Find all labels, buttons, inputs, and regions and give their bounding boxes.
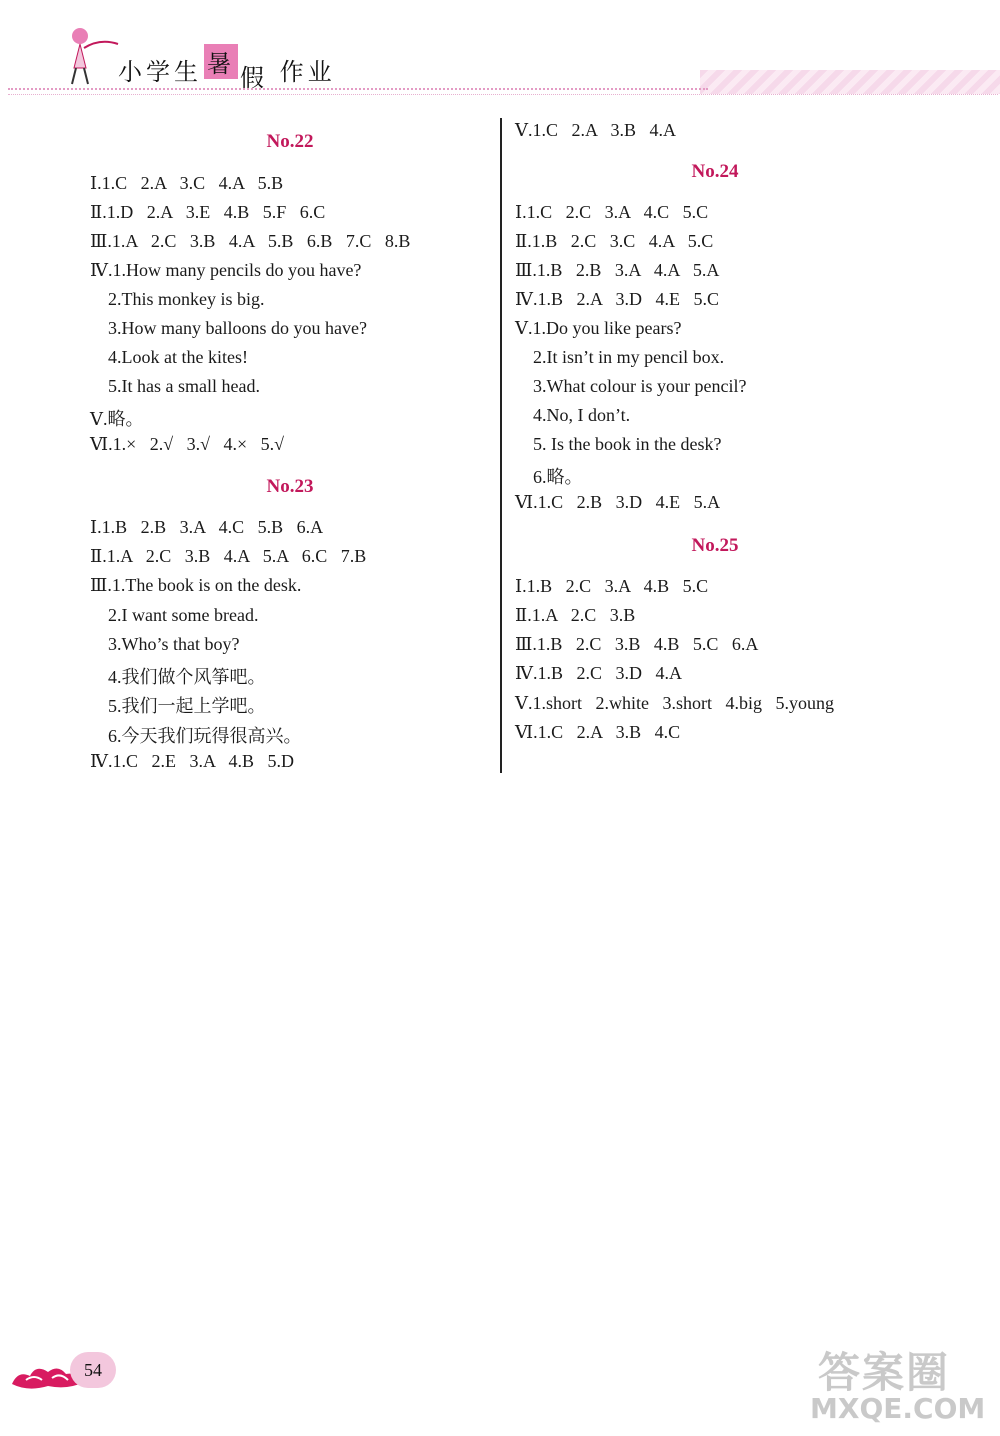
answer-line: 4.No, I don’t.	[515, 405, 631, 425]
section-title-no25: No.25	[691, 535, 739, 556]
answer-line: Ⅲ.1.B 2.C 3.B 4.B 5.C 6.A	[515, 634, 759, 654]
girl-figure-icon	[60, 18, 120, 88]
watermark-text: 答案圈	[818, 1348, 951, 1397]
section-title-no23: No.23	[266, 476, 314, 497]
answer-line: 3.What colour is your pencil?	[515, 376, 747, 396]
answer-line: Ⅳ.1.C 2.E 3.A 4.B 5.D	[90, 751, 294, 771]
header-dotted-line-2	[8, 94, 998, 95]
answer-line: Ⅲ.1.B 2.B 3.A 4.A 5.A	[515, 260, 720, 280]
watermark-url: MXQE.COM	[810, 1392, 986, 1425]
section-title-no24: No.24	[691, 161, 739, 182]
page-header	[0, 0, 1000, 100]
answer-line: Ⅳ.1.B 2.A 3.D 4.E 5.C	[515, 289, 719, 309]
answer-line: 6.略。	[515, 467, 583, 487]
answer-line: Ⅵ.1.C 2.B 3.D 4.E 5.A	[515, 492, 721, 512]
answer-line: Ⅱ.1.D 2.A 3.E 4.B 5.F 6.C	[90, 202, 326, 222]
answer-line: Ⅴ.略。	[90, 409, 144, 429]
answer-line: Ⅵ.1.C 2.A 3.B 4.C	[515, 722, 681, 742]
page-number: 54	[70, 1352, 116, 1388]
answer-line: Ⅴ.1.Do you like pears?	[515, 318, 682, 338]
answer-line: Ⅰ.1.B 2.C 3.A 4.B 5.C	[515, 576, 709, 596]
answer-line: 2.I want some bread.	[90, 605, 259, 625]
answer-line: 4.我们做个风筝吧。	[90, 667, 266, 687]
answer-line: Ⅱ.1.A 2.C 3.B 4.A 5.A 6.C 7.B	[90, 546, 367, 566]
answer-line: 3.Who’s that boy?	[90, 634, 240, 654]
title-highlight: 暑	[204, 44, 238, 79]
answer-line: Ⅴ.1.short 2.white 3.short 4.big 5.young	[515, 693, 834, 713]
answer-line: Ⅵ.1.× 2.√ 3.√ 4.× 5.√	[90, 434, 285, 454]
column-divider	[500, 118, 502, 773]
answer-line: 5.我们一起上学吧。	[90, 696, 266, 716]
answer-line: Ⅰ.1.C 2.A 3.C 4.A 5.B	[90, 173, 284, 193]
answer-line: Ⅴ.1.C 2.A 3.B 4.A	[515, 120, 677, 140]
answer-line: Ⅲ.1.The book is on the desk.	[90, 575, 302, 595]
watermark	[810, 1340, 990, 1430]
book-title	[118, 50, 336, 92]
answer-line: 2.This monkey is big.	[90, 289, 265, 309]
title-part2: 假	[240, 64, 268, 92]
answer-line: Ⅱ.1.B 2.C 3.C 4.A 5.C	[515, 231, 714, 251]
header-ribbon	[700, 70, 1000, 94]
section-title-no22: No.22	[266, 131, 314, 152]
answer-line: Ⅳ.1.How many pencils do you have?	[90, 260, 362, 280]
title-part1: 小学生	[118, 58, 202, 86]
answer-line: Ⅲ.1.A 2.C 3.B 4.A 5.B 6.B 7.C 8.B	[90, 231, 411, 251]
answer-line: Ⅳ.1.B 2.C 3.D 4.A	[515, 663, 682, 683]
answer-line: 3.How many balloons do you have?	[90, 318, 367, 338]
answer-line: 5. Is the book in the desk?	[515, 434, 722, 454]
header-dotted-line	[8, 88, 708, 90]
answer-line: 6.今天我们玩得很高兴。	[90, 726, 302, 746]
answer-line: Ⅰ.1.C 2.C 3.A 4.C 5.C	[515, 202, 709, 222]
answer-line: Ⅰ.1.B 2.B 3.A 4.C 5.B 6.A	[90, 517, 324, 537]
answer-line: 2.It isn’t in my pencil box.	[515, 347, 725, 367]
title-part3: 作业	[268, 58, 336, 86]
answer-line: 4.Look at the kites!	[90, 347, 248, 367]
answer-line: 5.It has a small head.	[90, 376, 260, 396]
answer-line: Ⅱ.1.A 2.C 3.B	[515, 605, 636, 625]
